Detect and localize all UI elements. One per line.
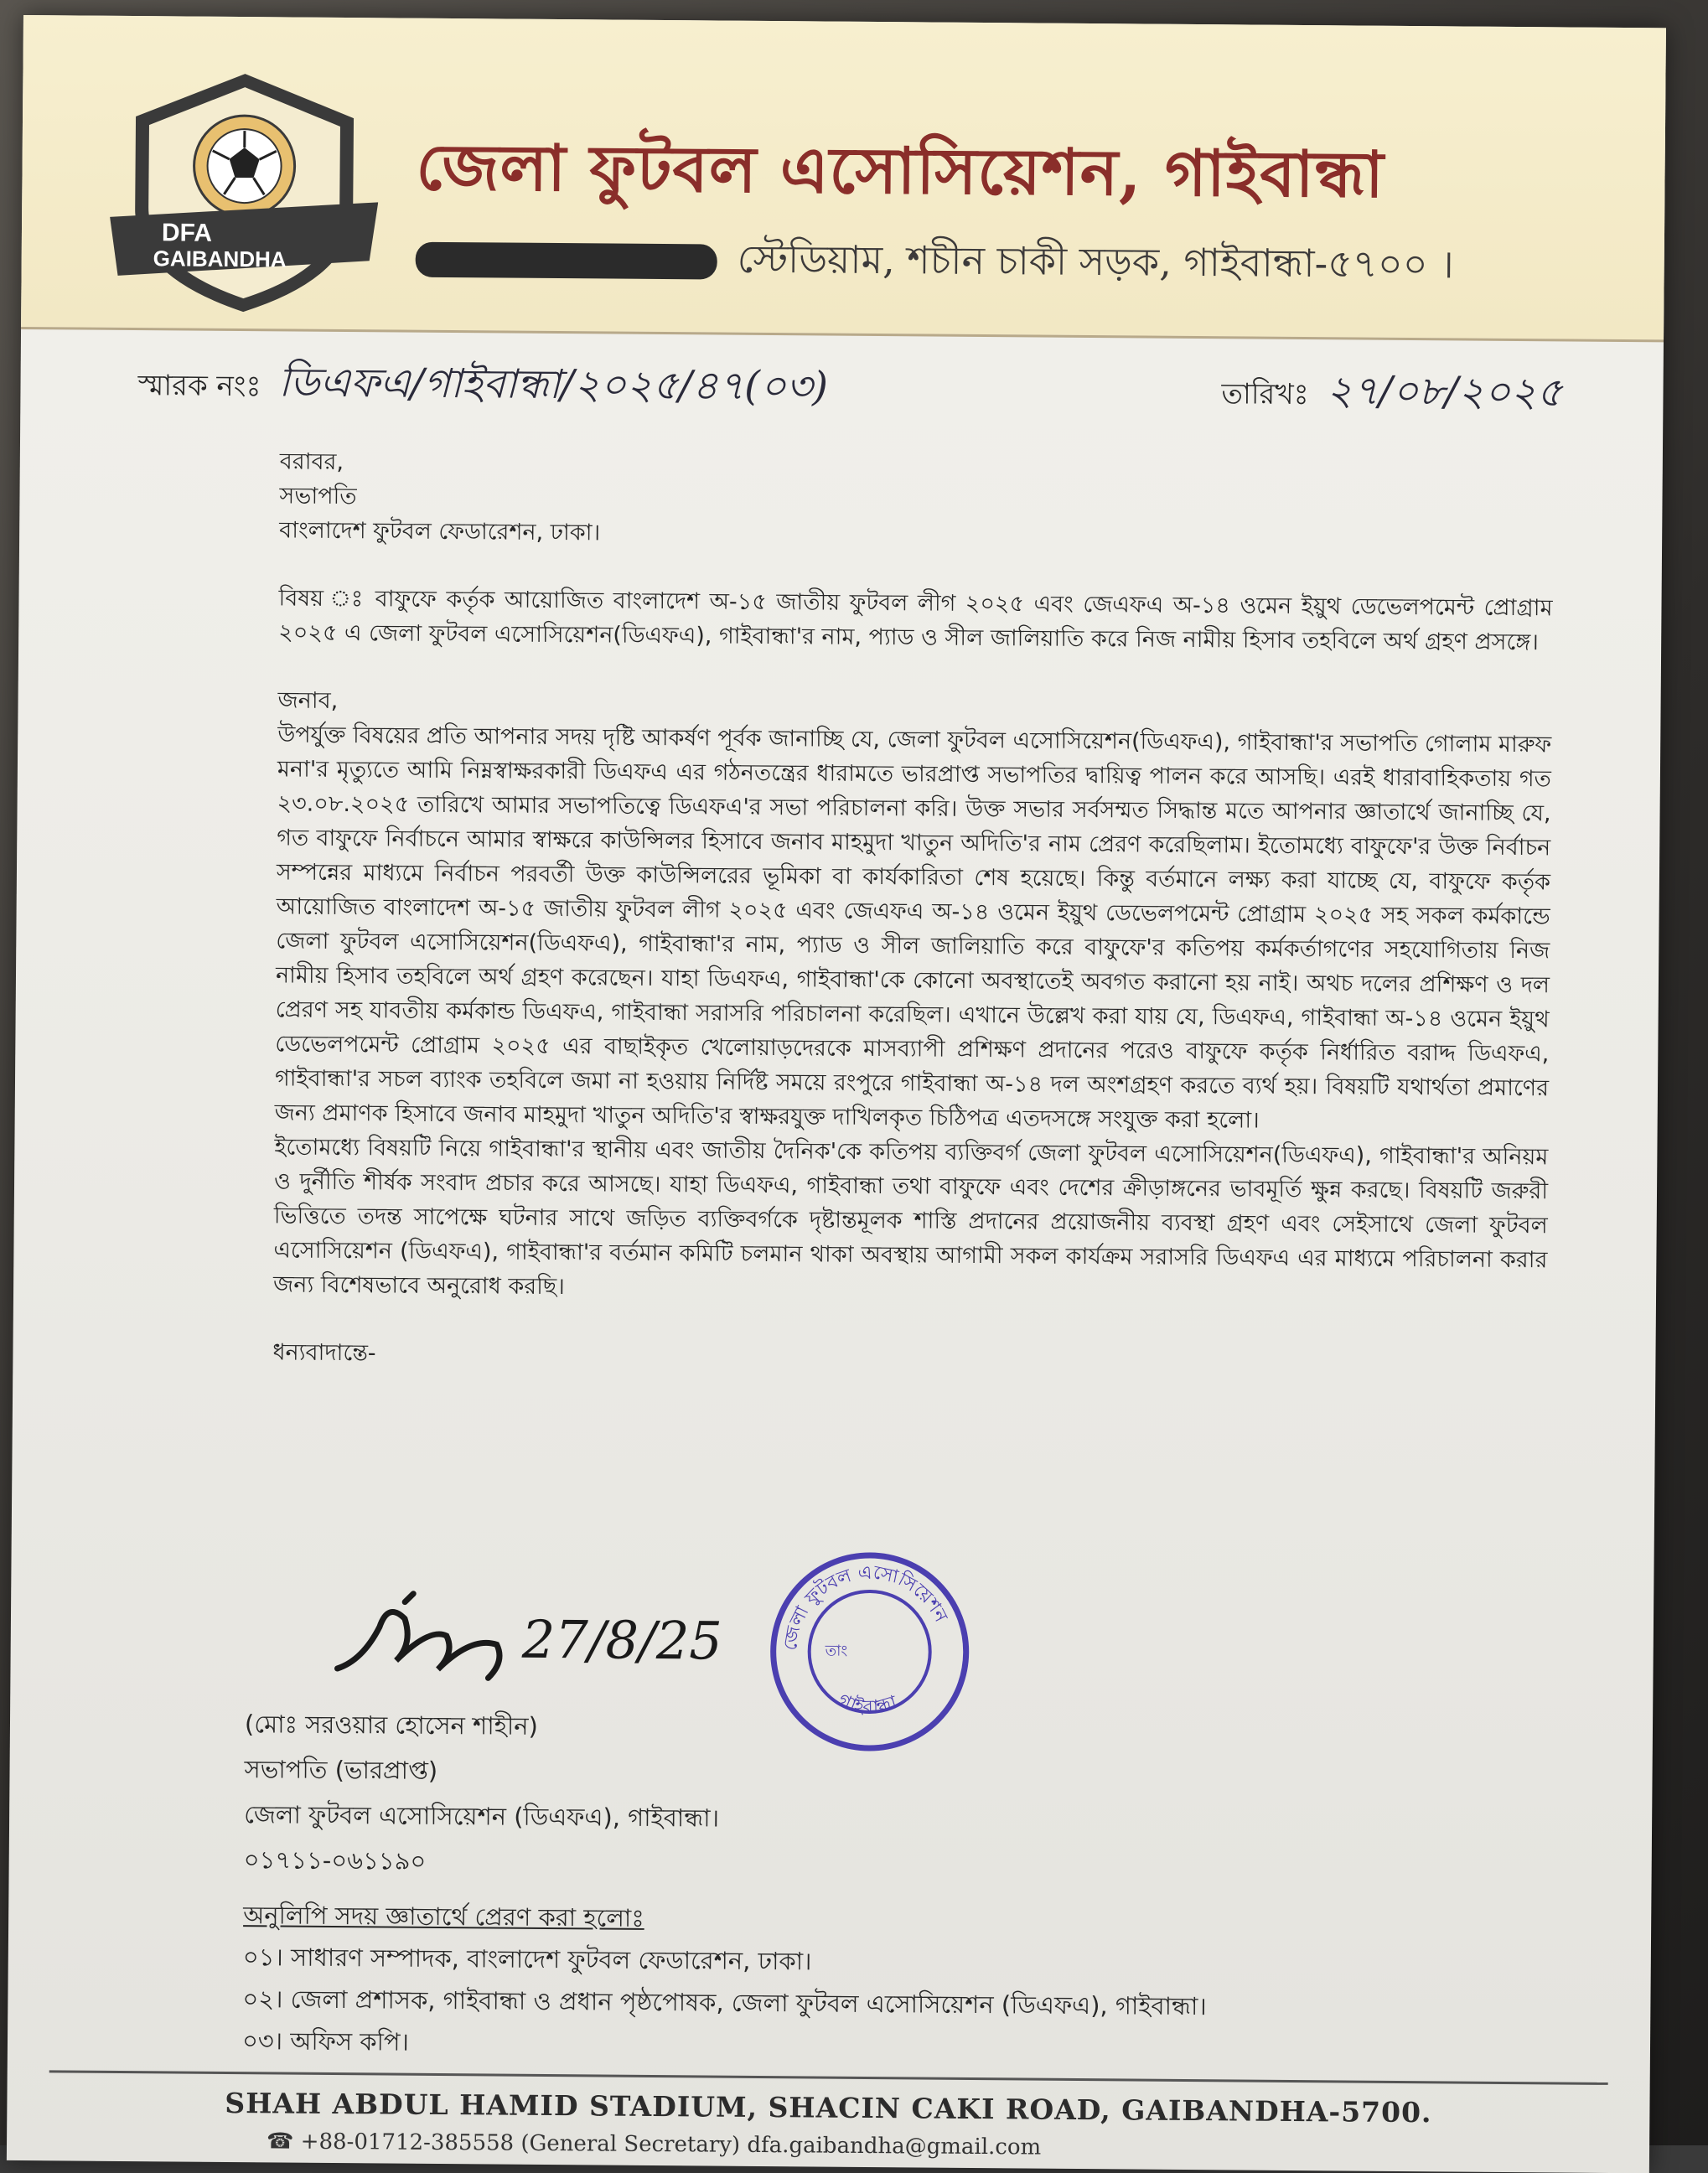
redaction-mark [416, 242, 717, 280]
recipient-line-1: বরাবর, [279, 448, 344, 476]
signatory-designation: সভাপতি (ভারপ্রাপ্ত) [244, 1755, 438, 1785]
signatory-name: (মোঃ সরওয়ার হোসেন শাহীন) [244, 1710, 538, 1741]
closing: ধন্যবাদান্তে- [272, 1339, 376, 1367]
svg-text:গাইবান্ধা [836, 1690, 900, 1719]
date-label: তারিখঃ [1221, 377, 1309, 412]
copy-to-item-2: ০২। জেলা প্রশাসক, গাইবান্ধা ও প্রধান পৃষ্ঠপোষক, জেলা ফুটবল এসোসিয়েশন (ডিএফএ), গাইবান্ধা। [242, 1984, 1207, 2021]
recipient-line-2: সভাপতি [279, 483, 357, 510]
footer-contact-text: +88-01712-385558 (General Secretary) dfa.gaibandha@gmail.com [300, 2129, 1042, 2160]
paragraph-2: ইতোমধ্যে বিষয়টি নিয়ে গাইবান্ধা'র স্থানীয় এবং জাতীয় দৈনিক'কে কতিপয় ব্যক্তিবর্গ জেলা ফুটবল এসোসিয়েশন(ডিএফএ), গাইবান্ধা'র অনিয়ম ও দুর্নীতি শীর্ষক সংবাদ প্রচার করে আসছে। যাহা ডিএফএ, গাইবান্ধা তথা বাফুফে এবং দেশের ক্রীড়াঙ্গনের ভাবমূর্তি ক্ষুন্ন করছে। বিষয়টি জরুরী ভিত্তিতে তদন্ত সাপেক্ষে ঘটনার সাথে জড়িত ব্যক্তিবর্গকে দৃষ্টান্তমূলক শাস্তি প্রদানের প্রয়োজনীয় ব্যবস্থা গ্রহণ এবং সেইসাথে জেলা ফুটবল এসোসিয়েশন (ডিএফএ), গাইবান্ধা'র বর্তমান কমিটি চলমান থাকা অবস্থায় আগামী সকল কার্যক্রম সরাসরি ডিএফএ এর মাধ্যমে পরিচালনা করার জন্য বিশেষভাবে অনুরোধ করছি। [272, 1134, 1549, 1301]
salutation: জনাব, [277, 687, 339, 714]
recipient-line-3: বাংলাদেশ ফুটবল ফেডারেশন, ঢাকা। [279, 517, 601, 546]
seal-bottom-text: গাইবান্ধা [835, 1689, 900, 1719]
footer-divider [49, 2070, 1608, 2085]
copy-to-item-1: ০১। সাধারণ সম্পাদক, বাংলাদেশ ফুটবল ফেডারেশন, ঢাকা। [242, 1943, 812, 1976]
date-block [1221, 360, 1563, 428]
address-text: স্টেডিয়াম, শচীন চাকী সড়ক, গাইবান্ধা-৫৭০০ । [737, 235, 1454, 287]
signatory-organization: জেলা ফুটবল এসোসিয়েশন (ডিএফএ), গাইবান্ধা। [244, 1800, 720, 1833]
letter-body [272, 444, 1554, 1379]
seal-center-text: তাং [825, 1642, 848, 1660]
phone-icon: ☎ [266, 2129, 294, 2155]
memo-label: স্মারক নংঃ [137, 369, 261, 404]
reference-line [137, 351, 1563, 428]
footer-contact [267, 2129, 1041, 2160]
letter-page [7, 15, 1666, 2173]
official-seal [764, 1546, 976, 1757]
copy-to-item-3: ০৩। অফিস কপি। [241, 2026, 410, 2057]
logo-text-dfa: DFA [161, 219, 213, 247]
signature-date: 27/8/25 [521, 1608, 723, 1672]
signatory-phone: ০১৭১১-০৬১১৯০ [243, 1845, 427, 1876]
copy-to-block [242, 1894, 1585, 2072]
organization-address [415, 228, 1454, 300]
paragraph-1: উপর্যুক্ত বিষয়ের প্রতি আপনার সদয় দৃষ্টি আকর্ষণ পূর্বক জানাচ্ছি যে, জেলা ফুটবল এসোসিয়েশন(ডিএফএ), গাইবান্ধা'র সভাপতি গোলাম মারুফ মনা'র মৃত্যুতে আমি নিম্নস্বাক্ষরকারী ডিএফএ এর গঠনতন্ত্রের ধারামতে ভারপ্রাপ্ত সভাপতির দ্বায়িত্ব পালন করে আসছি। এরই ধারাবাহিকতায় গত ২৩.০৮.২০২৫ তারিখে আমার সভাপতিত্বে ডিএফএ'র সভা পরিচালনা করি। উক্ত সভার সর্বসম্মত সিদ্ধান্ত মতে আপনার জ্ঞাতার্থে জানাচ্ছি যে, গত বাফুফে নির্বাচনে আমার স্বাক্ষরে কাউন্সিলর হিসাবে জনাব মাহমুদা খাতুন অদিতি'র নাম প্রেরণ করেছিলাম। ইতোমধ্যে বাফুফে'র উক্ত নির্বাচন সম্পন্নের মাধ্যমে নির্বাচন পরবর্তী উক্ত কাউন্সিলরের ভূমিকা বা কার্যকারিতা শেষ হয়েছে। কিন্তু বর্তমানে লক্ষ্য করা যাচ্ছে যে, বাফুফে কর্তৃক আয়োজিত বাংলাদেশ অ-১৫ জাতীয় ফুটবল লীগ ২০২৫ এবং জেএফএ অ-১৪ ওমেন ইয়ুথ ডেভেলপমেন্ট প্রোগ্রাম ২০২৫ সহ সকল কর্মকান্ডে জেলা ফুটবল এসোসিয়েশন(ডিএফএ), গাইবান্ধা'র নাম, প্যাড ও সীল জালিয়াতি করে বাফুফে'র কতিপয় কর্মকর্তাগণের সহযোগিতায় নিজ নামীয় হিসাব তহবিলে অর্থ গ্রহণ করেছেন। যাহা ডিএফএ, গাইবান্ধা'কে কোনো অবস্থাতেই অবগত করানো হয় নাই। অথচ দলের প্রশিক্ষণ ও দল প্রেরণ সহ যাবতীয় কর্মকান্ড ডিএফএ, গাইবান্ধা সরাসরি পরিচালনা করেছিল। এখানে উল্লেখ করা যায় যে, ডিএফএ, গাইবান্ধা অ-১৪ ওমেন ইয়ুথ ডেভেলপমেন্ট প্রোগ্রাম ২০২৫ এর বাছাইকৃত খেলোয়াড়দেরকে মাসব্যাপী প্রশিক্ষণ প্রদানের পরেও বাফুফে কর্তৃক নির্ধারিত বরাদ্দ ডিএফএ, গাইবান্ধা'র সচল ব্যাংক তহবিলে জমা না হওয়ায় নির্দিষ্ট সময়ে রংপুরে গাইবান্ধা অ-১৪ দল অংশগ্রহণ করতে ব্যর্থ হয়। বিষয়টি যথার্থতা প্রমাণের জন্য প্রমাণক হিসাবে জনাব মাহমুদা খাতুন অদিতি'র স্বাক্ষরযুক্ত দাখিলকৃত চিঠিপত্র এতদসঙ্গে সংযুক্ত করা হলো। [274, 722, 1552, 1134]
subject: বিষয় ঃ বাফুফে কর্তৃক আয়োজিত বাংলাদেশ অ-১৫ জাতীয় ফুটবল লীগ ২০২৫ এবং জেএফএ অ-১৪ ওমেন ইয়ুথ ডেভেলপমেন্ট প্রোগ্রাম ২০২৫ এ জেলা ফুটবল এসোসিয়েশন(ডিএফএ), গাইবান্ধা'র নাম, প্যাড ও সীল জালিয়াতি করে নিজ নামীয় হিসাব তহবিলে অর্থ গ্রহণ প্রসঙ্গে। [278, 585, 1553, 656]
signatory-block [244, 1701, 721, 1886]
memo-number: ডিএফএ/গাইবান্ধা/২০২৫/৪৭(০৩) [278, 359, 829, 411]
signature-area [243, 1542, 1586, 1905]
handwritten-signature [329, 1576, 748, 1697]
letterhead [21, 15, 1666, 342]
logo-text-gaibandha: GAIBANDHA [153, 246, 287, 272]
organization-title: জেলা ফুটবল এসোসিয়েশন, গাইবান্ধা [416, 129, 1385, 212]
copy-to-heading: অনুলিপি সদয় জ্ঞাতার্থে প্রেরণ করা হলোঃ [243, 1901, 644, 1932]
footer-address: SHAH ABDUL HAMID STADIUM, SHACIN CAKI ROAD, GAIBANDHA-5700. [225, 2086, 1432, 2129]
dfa-logo [109, 66, 379, 320]
seal-outer-text: জেলা ফুটবল এসোসিয়েশন [779, 1562, 951, 1653]
date-value: ২৭/০৮/২০২৫ [1326, 367, 1563, 416]
